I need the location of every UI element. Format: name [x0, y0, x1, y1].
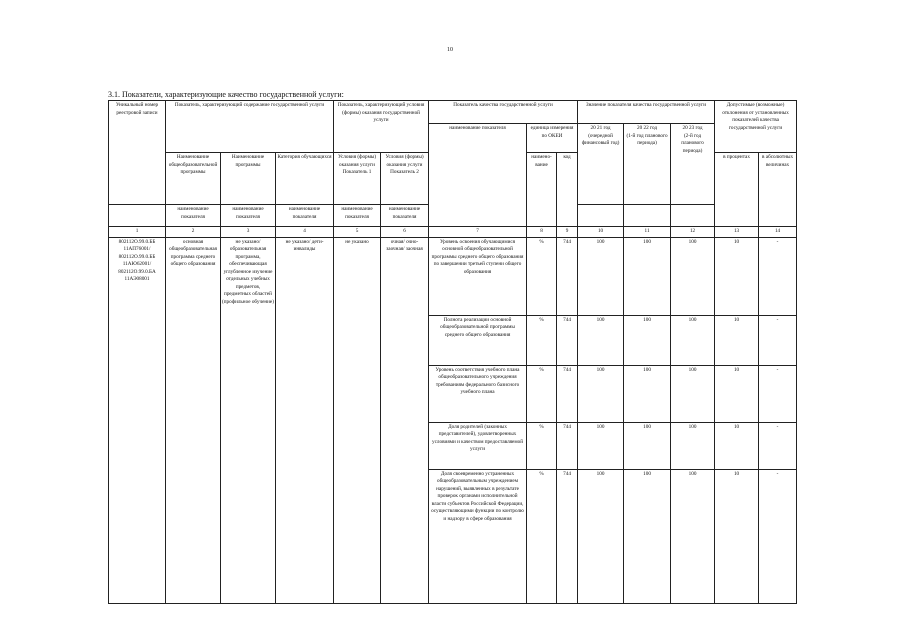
year-2023-desc: (2-й год планового периода) — [681, 132, 704, 154]
col-number: 2 — [166, 227, 221, 238]
record-condition1: не указано — [334, 237, 381, 603]
col-number: 12 — [671, 227, 715, 238]
col-number: 5 — [334, 227, 381, 238]
indicator-unit: % — [527, 315, 557, 365]
year-2023-label: 20 23 год — [682, 125, 703, 131]
header-deviations: Допустимые (возможные) отклонения от установленных показателей качества государственной услуги — [715, 101, 797, 153]
col-number: 4 — [276, 227, 334, 238]
header-year-2021 — [578, 124, 624, 205]
indicator-unit: % — [527, 237, 557, 315]
col-number: 13 — [715, 227, 759, 238]
header-indicator-name: наименование показателя — [429, 124, 527, 227]
col-number: 3 — [221, 227, 276, 238]
indicator-value-2023: 100 — [671, 237, 715, 315]
indicator-name: Уровень освоения обучающимися основной общеобразовательной программы среднего общего образования по завершении третьей ступени общего образования — [429, 237, 527, 315]
record-category: не указано/ дети-инвалиды — [276, 237, 334, 603]
indicator-deviation-abs: - — [759, 469, 797, 603]
col-number: 11 — [624, 227, 671, 238]
indicator-deviation-abs: - — [759, 237, 797, 315]
col-number: 14 — [759, 227, 797, 238]
header-unique-record: Уникальный номер реестровой записи — [109, 101, 166, 205]
indicator-code: 744 — [557, 422, 578, 469]
year-2021-label: 20 21 год — [590, 125, 611, 131]
indicator-value-2021: 100 — [578, 315, 624, 365]
header-col-programs: Наименование программы — [221, 153, 276, 205]
indicator-deviation-pct: 10 — [715, 422, 759, 469]
header-unique-record-cont — [109, 205, 166, 227]
record-unique-number: 802112О.99.0.ББ 11АП76001/ 802112О.99.0.ББ 11АЮ62001/ 802112О.99.0.БА 11АЭ08001 — [109, 237, 166, 603]
indicator-name: Доля своевременно устраненных общеобразовательным учреждением нарушений, выявленных в результате проверок органами исполнительной власти субъектов Российской Федерации, осуществляющими функции по контролю и надзору в сфере образования — [429, 469, 527, 603]
indicator-name: Уровень соответствия учебного плана общеобразовательного учреждения требованиям федерального базисного учебного плана — [429, 365, 527, 422]
page-number: 10 — [447, 47, 453, 53]
col-number: 10 — [578, 227, 624, 238]
indicator-unit: % — [527, 469, 557, 603]
quality-indicators-table — [108, 100, 797, 604]
header-year-2023-cont — [671, 205, 715, 227]
column-numbers-row — [109, 227, 797, 238]
header-indicator-name-3: наименование показателя — [276, 205, 334, 227]
record-program: основная общеобразовательная программа среднего общего образования — [166, 237, 221, 603]
header-in-absolute: в абсолютных величинах — [759, 153, 797, 227]
indicator-value-2023: 100 — [671, 469, 715, 603]
indicator-value-2023: 100 — [671, 422, 715, 469]
header-year-2022-cont — [624, 205, 671, 227]
year-2021-desc: (очередной финансовый год) — [581, 132, 620, 147]
indicator-value-2021: 100 — [578, 237, 624, 315]
header-col-program-name: Наименование общеобразовательной программы — [166, 153, 221, 205]
header-year-2021-cont — [578, 205, 624, 227]
col-number: 8 — [527, 227, 557, 238]
header-conditions-indicator: Показатель, характеризующий условия (формы) оказания государственной услуги — [334, 101, 429, 153]
header-year-2022 — [624, 124, 671, 205]
indicator-value-2022: 100 — [624, 422, 671, 469]
header-in-percent: в процентах — [715, 153, 759, 227]
indicator-value-2022: 100 — [624, 237, 671, 315]
indicator-value-2021: 100 — [578, 422, 624, 469]
indicator-unit: % — [527, 422, 557, 469]
header-quality-indicator: Показатель качества государственной услуги — [429, 101, 578, 124]
header-quality-value: Значение показателя качества государственной услуги — [578, 101, 715, 124]
section-title: 3.1. Показатели, характеризующие качество государственной услуги: — [108, 90, 344, 99]
header-col-cond1: Условия (формы) оказания услуги Показатель 1 — [334, 153, 381, 205]
indicator-code: 744 — [557, 365, 578, 422]
indicator-deviation-pct: 10 — [715, 469, 759, 603]
indicator-name: Доля родителей (законных представителей), удовлетворенных условиями и качеством предоставляемой услуги — [429, 422, 527, 469]
header-col-category: Категория обучающихся — [276, 153, 334, 205]
indicator-value-2021: 100 — [578, 365, 624, 422]
year-2022-label: 20 22 год — [637, 125, 658, 131]
indicator-name: Полнота реализации основной общеобразовательной программы среднего общего образования — [429, 315, 527, 365]
year-2022-desc: (1-й год планового периода) — [626, 132, 668, 147]
indicator-code: 744 — [557, 237, 578, 315]
table-row — [109, 237, 797, 315]
header-indicator-name-5: наименование показателя — [381, 205, 429, 227]
indicator-deviation-pct: 10 — [715, 315, 759, 365]
indicator-value-2022: 100 — [624, 315, 671, 365]
indicator-unit: % — [527, 365, 557, 422]
indicator-deviation-pct: 10 — [715, 237, 759, 315]
header-content-indicator: Показатель, характеризующий содержание государственной услуги — [166, 101, 334, 153]
record-program-name: не указано/ образовательная программа, обеспечивающая углубленное изучение отдельных учебных предметов, предметных областей (профильное обучение) — [221, 237, 276, 603]
header-col-cond2: Условия (формы) оказания услуги Показатель 2 — [381, 153, 429, 205]
record-condition2: очная/ очно-заочная/ заочная — [381, 237, 429, 603]
col-number: 1 — [109, 227, 166, 238]
indicator-value-2021: 100 — [578, 469, 624, 603]
indicator-deviation-abs: - — [759, 315, 797, 365]
header-row-a — [109, 101, 797, 124]
col-number: 7 — [429, 227, 527, 238]
indicator-value-2022: 100 — [624, 365, 671, 422]
indicator-value-2023: 100 — [671, 315, 715, 365]
col-number: 6 — [381, 227, 429, 238]
indicator-value-2022: 100 — [624, 469, 671, 603]
indicator-code: 744 — [557, 315, 578, 365]
header-unit-name: наимено-вание — [527, 153, 557, 227]
header-unit-code: код — [557, 153, 578, 227]
indicator-value-2023: 100 — [671, 365, 715, 422]
header-indicator-name-4: наименование показателя — [334, 205, 381, 227]
indicator-deviation-abs: - — [759, 365, 797, 422]
header-unit-okei: единица измерения по ОКЕИ — [527, 124, 578, 153]
indicator-deviation-pct: 10 — [715, 365, 759, 422]
col-number: 9 — [557, 227, 578, 238]
header-indicator-name-1: наименование показателя — [166, 205, 221, 227]
header-year-2023 — [671, 124, 715, 205]
indicator-code: 744 — [557, 469, 578, 603]
header-indicator-name-2: наименование показателя — [221, 205, 276, 227]
indicator-deviation-abs: - — [759, 422, 797, 469]
